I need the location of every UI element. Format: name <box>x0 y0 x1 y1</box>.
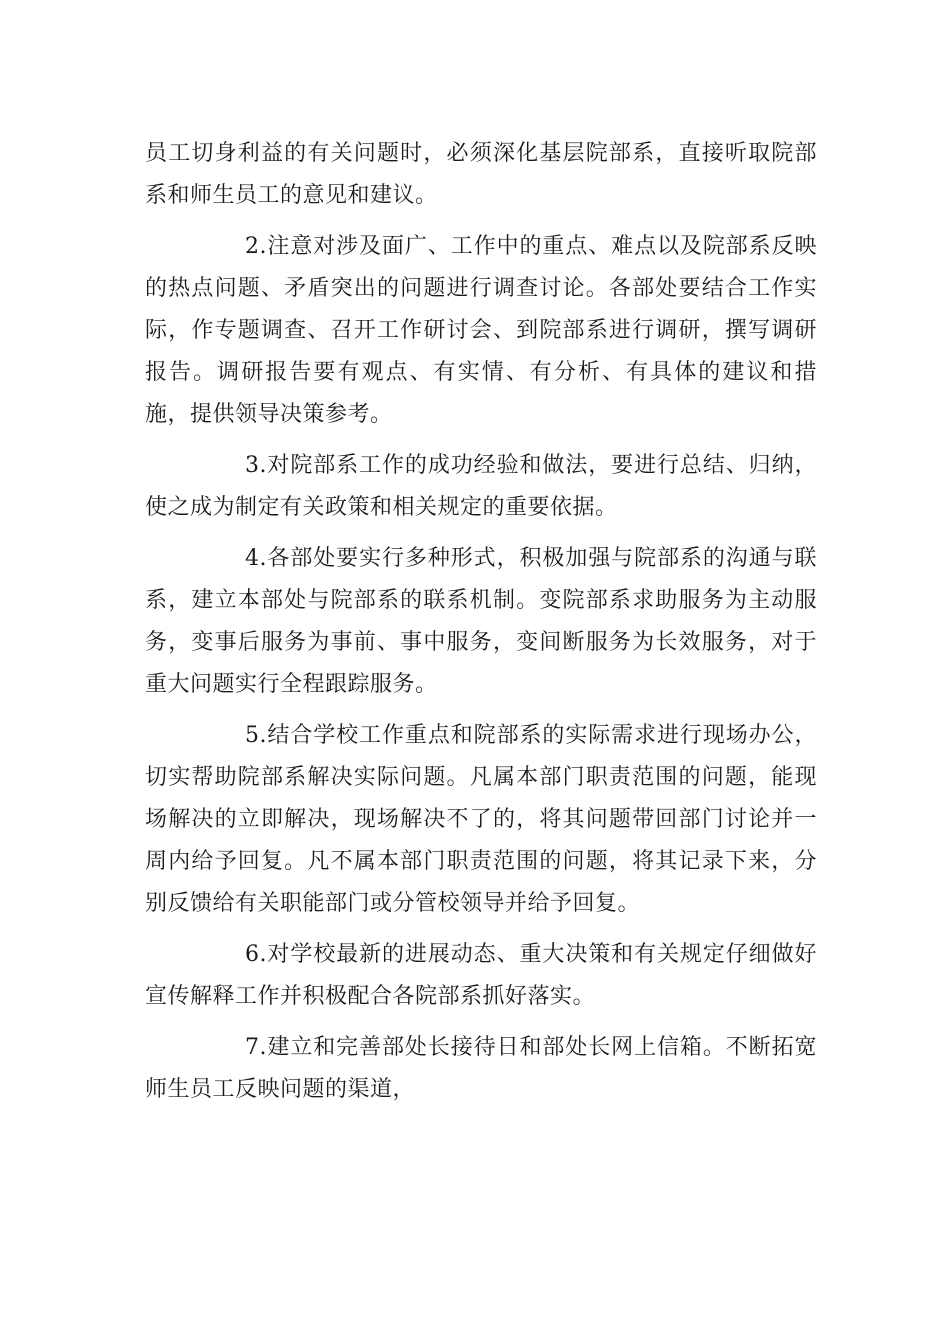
paragraph-item-7: 7.建立和完善部处长接待日和部处长网上信箱。不断拓宽师生员工反映问题的渠道， <box>145 1035 817 1102</box>
paragraph-item-2: 2.注意对涉及面广、工作中的重点、难点以及院部系反映的热点问题、矛盾突出的问题进行调查讨论。各部处要结合工作实际，作专题调查、召开工作研讨会、到院部系进行调研，撰写调研报告。调研报告要有观点、有实情、有分析、有具体的建议和措施，提供领导决策参考。 <box>145 234 817 427</box>
paragraph-item-6: 6.对学校最新的进展动态、重大决策和有关规定仔细做好宣传解释工作并积极配合各院部系抓好落实。 <box>145 942 817 1009</box>
paragraph-continuation: 员工切身利益的有关问题时，必须深化基层院部系，直接听取院部系和师生员工的意见和建议。 <box>145 141 817 208</box>
paragraph-item-5: 5.结合学校工作重点和院部系的实际需求进行现场办公，切实帮助院部系解决实际问题。凡属本部门职责范围的问题，能现场解决的立即解决，现场解决不了的，将其问题带回部门讨论并一周内给予回复。凡不属本部门职责范围的问题，将其记录下来，分别反馈给有关职能部门或分管校领导并给予回复。 <box>145 723 817 916</box>
paragraph-item-3: 3.对院部系工作的成功经验和做法，要进行总结、归纳，使之成为制定有关政策和相关规定的重要依据。 <box>145 453 817 520</box>
document-body <box>145 133 817 1120</box>
paragraph-item-4: 4.各部处要实行多种形式，积极加强与院部系的沟通与联系，建立本部处与院部系的联系机制。变院部系求助服务为主动服务，变事后服务为事前、事中服务，变间断服务为长效服务，对于重大问题实行全程跟踪服务。 <box>145 546 817 697</box>
